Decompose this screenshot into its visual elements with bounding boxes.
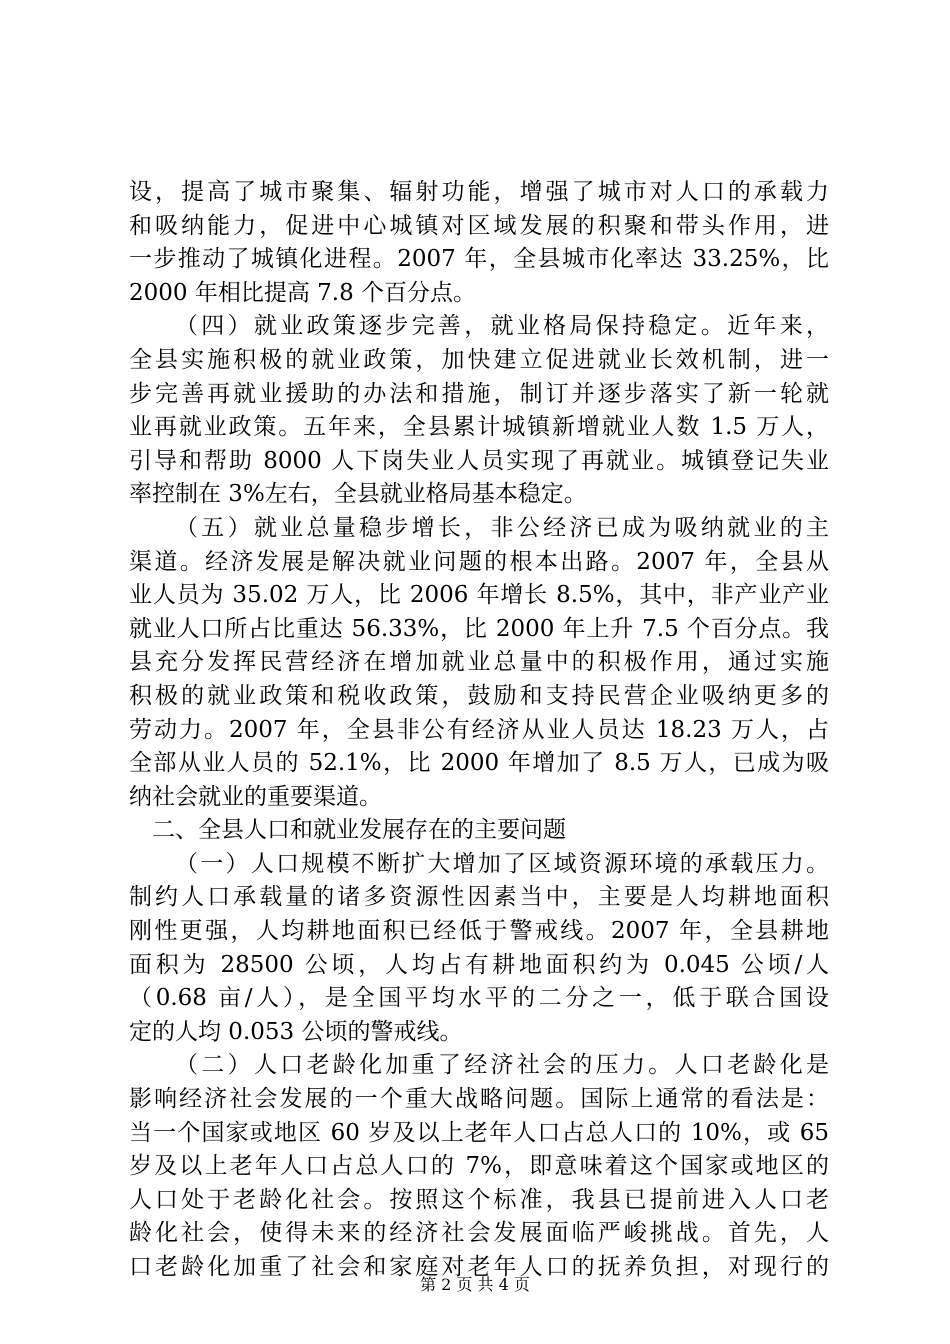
page-footer bbox=[0, 1272, 950, 1295]
text-line: 全县实施积极的就业政策，加快建立促进就业长效机制，进一 bbox=[129, 346, 829, 373]
text-line: 制约人口承载量的诸多资源性因素当中，主要是人均耕地面积 bbox=[129, 884, 829, 911]
text-line: 龄化社会，使得未来的经济社会发展面临严峻挑战。首先，人 bbox=[129, 1220, 829, 1247]
text-line: 步完善再就业援助的办法和措施，制订并逐步落实了新一轮就 bbox=[129, 380, 829, 407]
document-body bbox=[129, 176, 829, 1285]
text-line: 业人员为 35.02 万人，比 2006 年增长 8.5%，其中，非产业产业 bbox=[129, 582, 829, 609]
text-line: （一）人口规模不断扩大增加了区域资源环境的承载压力。 bbox=[175, 850, 829, 877]
text-line: 当一个国家或地区 60 岁及以上老年人口占总人口的 10%，或 65 bbox=[129, 1119, 829, 1146]
text-line: （四）就业政策逐步完善，就业格局保持稳定。近年来， bbox=[175, 313, 829, 340]
text-line: 影响经济社会发展的一个重大战略问题。国际上通常的看法是： bbox=[129, 1086, 829, 1113]
text-line: 岁及以上老年人口占总人口的 7%，即意味着这个国家或地区的 bbox=[129, 1153, 829, 1180]
text-line: 引导和帮助 8000 人下岗失业人员实现了再就业。城镇登记失业 bbox=[129, 447, 829, 474]
text-line: 面积为 28500 公顷，人均占有耕地面积约为 0.045 公顷/人 bbox=[129, 951, 829, 978]
text-line: 全部从业人员的 52.1%，比 2000 年增加了 8.5 万人，已成为吸 bbox=[129, 750, 829, 777]
text-line: 渠道。经济发展是解决就业问题的根本出路。2007 年，全县从 bbox=[129, 548, 829, 575]
text-line: 二、全县人口和就业发展存在的主要问题 bbox=[152, 817, 566, 844]
text-line: 业再就业政策。五年来，全县累计城镇新增就业人数 1.5 万人， bbox=[129, 414, 829, 441]
text-line: 劳动力。2007 年，全县非公有经济从业人员达 18.23 万人，占 bbox=[129, 716, 829, 743]
text-line: 积极的就业政策和税收政策，鼓励和支持民营企业吸纳更多的 bbox=[129, 682, 829, 709]
text-line: 一步推动了城镇化进程。2007 年，全县城市化率达 33.25%，比 bbox=[129, 246, 829, 273]
text-line: 刚性更强，人均耕地面积已经低于警戒线。2007 年，全县耕地 bbox=[129, 918, 829, 945]
page-number-label: 第 2 页 共 4 页 bbox=[420, 1275, 530, 1294]
text-line: 就业人口所占比重达 56.33%，比 2000 年上升 7.5 个百分点。我 bbox=[129, 615, 829, 642]
text-line: 口老龄化加重了社会和家庭对老年人口的抚养负担，对现行的 bbox=[129, 1254, 829, 1280]
text-line: （0.68 亩/人），是全国平均水平的二分之一，低于联合国设 bbox=[129, 985, 829, 1012]
text-line: 纳社会就业的重要渠道。 bbox=[129, 783, 382, 810]
text-line: 设，提高了城市聚集、辐射功能，增强了城市对人口的承载力 bbox=[129, 179, 829, 205]
text-line: 2000 年相比提高 7.8 个百分点。 bbox=[129, 279, 477, 306]
text-line: 人口处于老龄化社会。按照这个标准，我县已提前进入人口老 bbox=[129, 1186, 829, 1213]
text-line: 县充分发挥民营经济在增加就业总量中的积极作用，通过实施 bbox=[129, 649, 829, 676]
text-line: 定的人均 0.053 公顷的警戒线。 bbox=[129, 1018, 463, 1045]
text-line: （二）人口老龄化加重了经济社会的压力。人口老龄化是 bbox=[175, 1052, 829, 1079]
text-line: 和吸纳能力，促进中心城镇对区域发展的积聚和带头作用，进 bbox=[129, 212, 829, 239]
text-line: 率控制在 3%左右，全县就业格局基本稳定。 bbox=[129, 481, 587, 508]
text-line: （五）就业总量稳步增长，非公经济已成为吸纳就业的主 bbox=[175, 514, 829, 541]
